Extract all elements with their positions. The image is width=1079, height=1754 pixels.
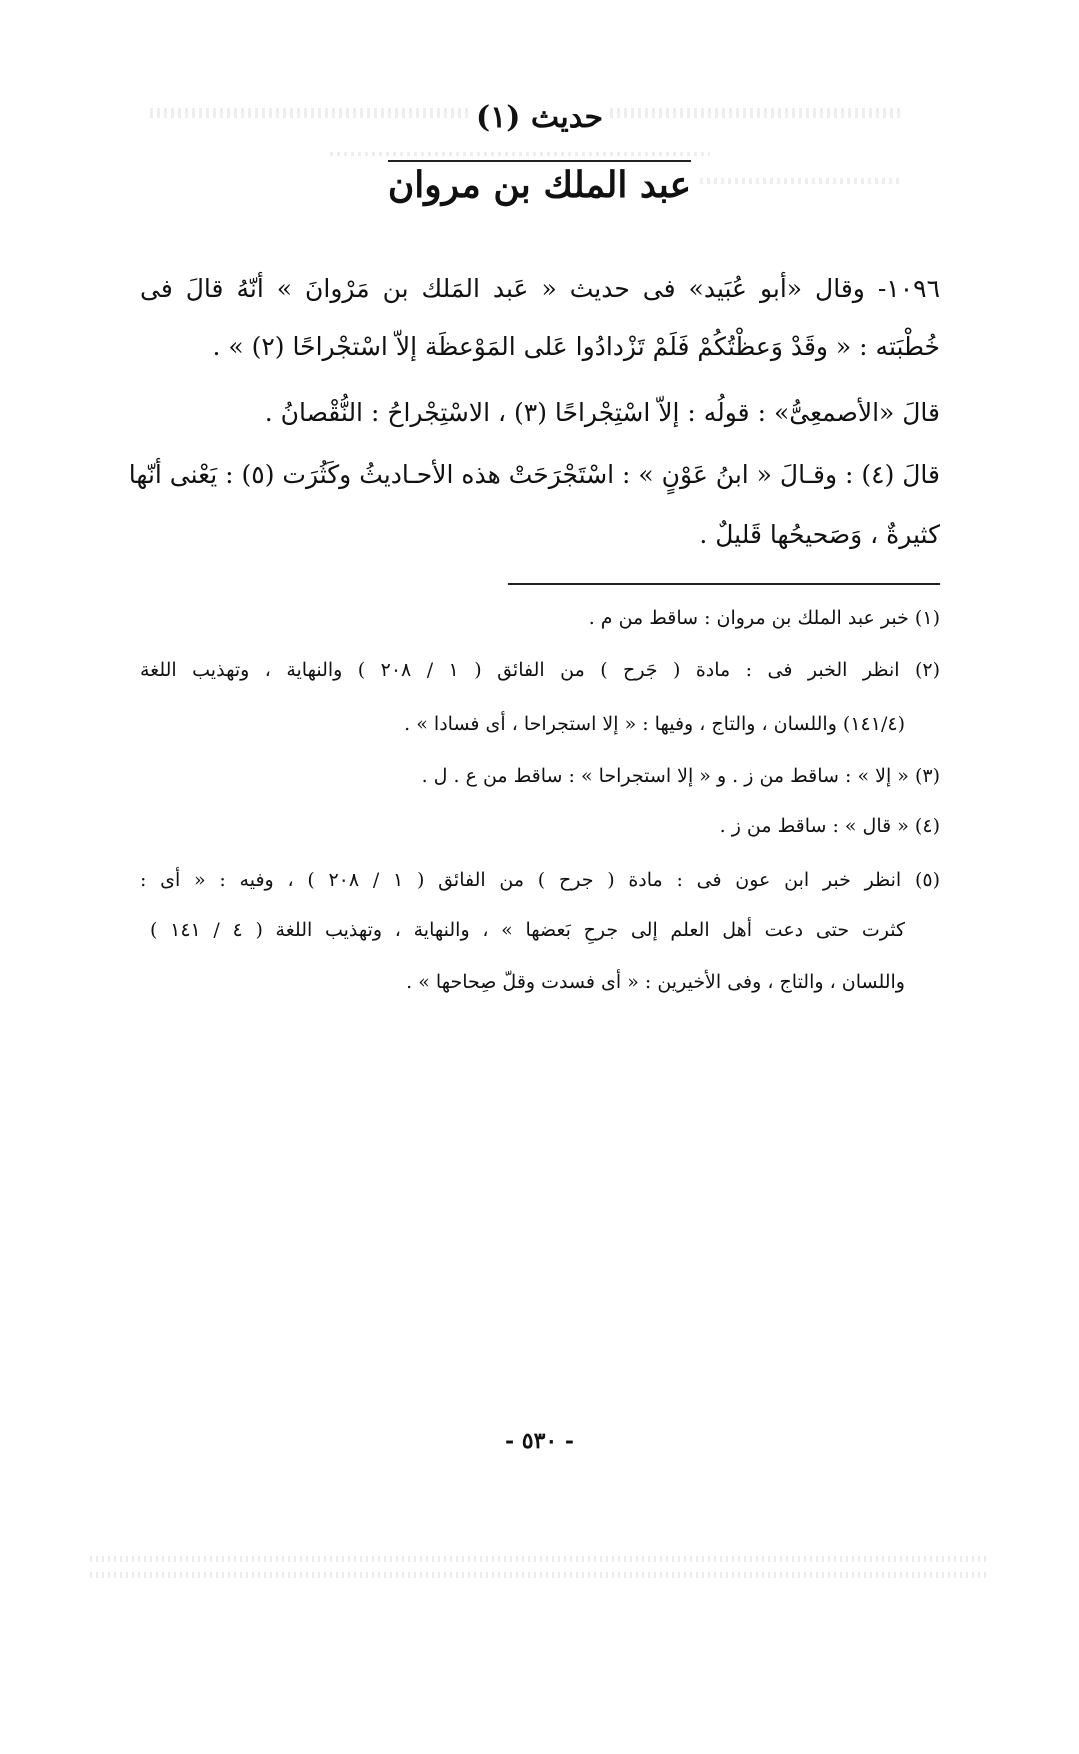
body-line: قالَ (٤) : وقـالَ « ابنُ عَوْنٍ » : اسْتَجْرَحَتْ هذه الأحـاديثُ وكَثُرَت (٥) : يَعْنى أنّها bbox=[128, 460, 940, 489]
footnote: (١٤١/٤) واللسان ، والتاج ، وفيها : « إلا استجراحا ، أى فسادا » . bbox=[404, 713, 905, 735]
footnote: كثرت حتى دعت أهل العلم إلى جرحِ بَعضها » ، والنهاية ، وتهذيب اللغة ( ٤ / ١٤١ ) bbox=[150, 919, 905, 941]
footnote: (٤) « قال » : ساقط من ز . bbox=[719, 815, 940, 837]
footnote: (٢) انظر الخبر فى : مادة ( جَرح ) من الفائق ( ١ / ٢٠٨ ) والنهاية ، وتهذيب اللغة bbox=[140, 659, 941, 681]
scan-noise bbox=[90, 1556, 990, 1562]
body-line: خُطْبَته : « وقَدْ وَعظْتُكُمْ فَلَمْ تَزْدادُوا عَلى المَوْعظَة إلاّ اسْتجْراحًا (٢) » . bbox=[212, 332, 940, 361]
footnote-divider bbox=[508, 583, 940, 585]
body-line: ١٠٩٦- وقال «أبو عُبَيد» فى حديث « عَبد المَلك بن مَرْوانَ » أنّهُ قالَ فى bbox=[140, 274, 940, 303]
section-heading: حديث (١) bbox=[475, 100, 604, 135]
scan-noise bbox=[90, 1572, 990, 1578]
footnote: (٣) « إلا » : ساقط من ز . و « إلا استجراحا » : ساقط من ع . ل . bbox=[421, 765, 940, 787]
footnote: واللسان ، والتاج ، وفى الأخيرين : « أى فسدت وقلّ صِحاحها » . bbox=[406, 971, 905, 993]
footnote: (١) خبر عبد الملك بن مروان : ساقط من م . bbox=[588, 607, 940, 629]
subheading-text: عبد الملك بن مروان bbox=[388, 160, 691, 206]
page-number: - ٥٣٠ - bbox=[504, 1428, 575, 1454]
body-line: كثيرةٌ ، وَصَحيحُها قَليلٌ . bbox=[699, 520, 940, 549]
section-subheading bbox=[0, 160, 1079, 206]
bleed-through-noise bbox=[330, 152, 710, 156]
body-line: قالَ «الأصمعِىُّ» : قولُه : إلاّ اسْتِجْراحًا (٣) ، الاسْتِجْراحُ : النُّقْصانُ . bbox=[264, 398, 940, 427]
footnote: (٥) انظر خبر ابن عون فى : مادة ( جرح ) من الفائق ( ١ / ٢٠٨ ) ، وفيه : « أى : bbox=[140, 869, 940, 891]
